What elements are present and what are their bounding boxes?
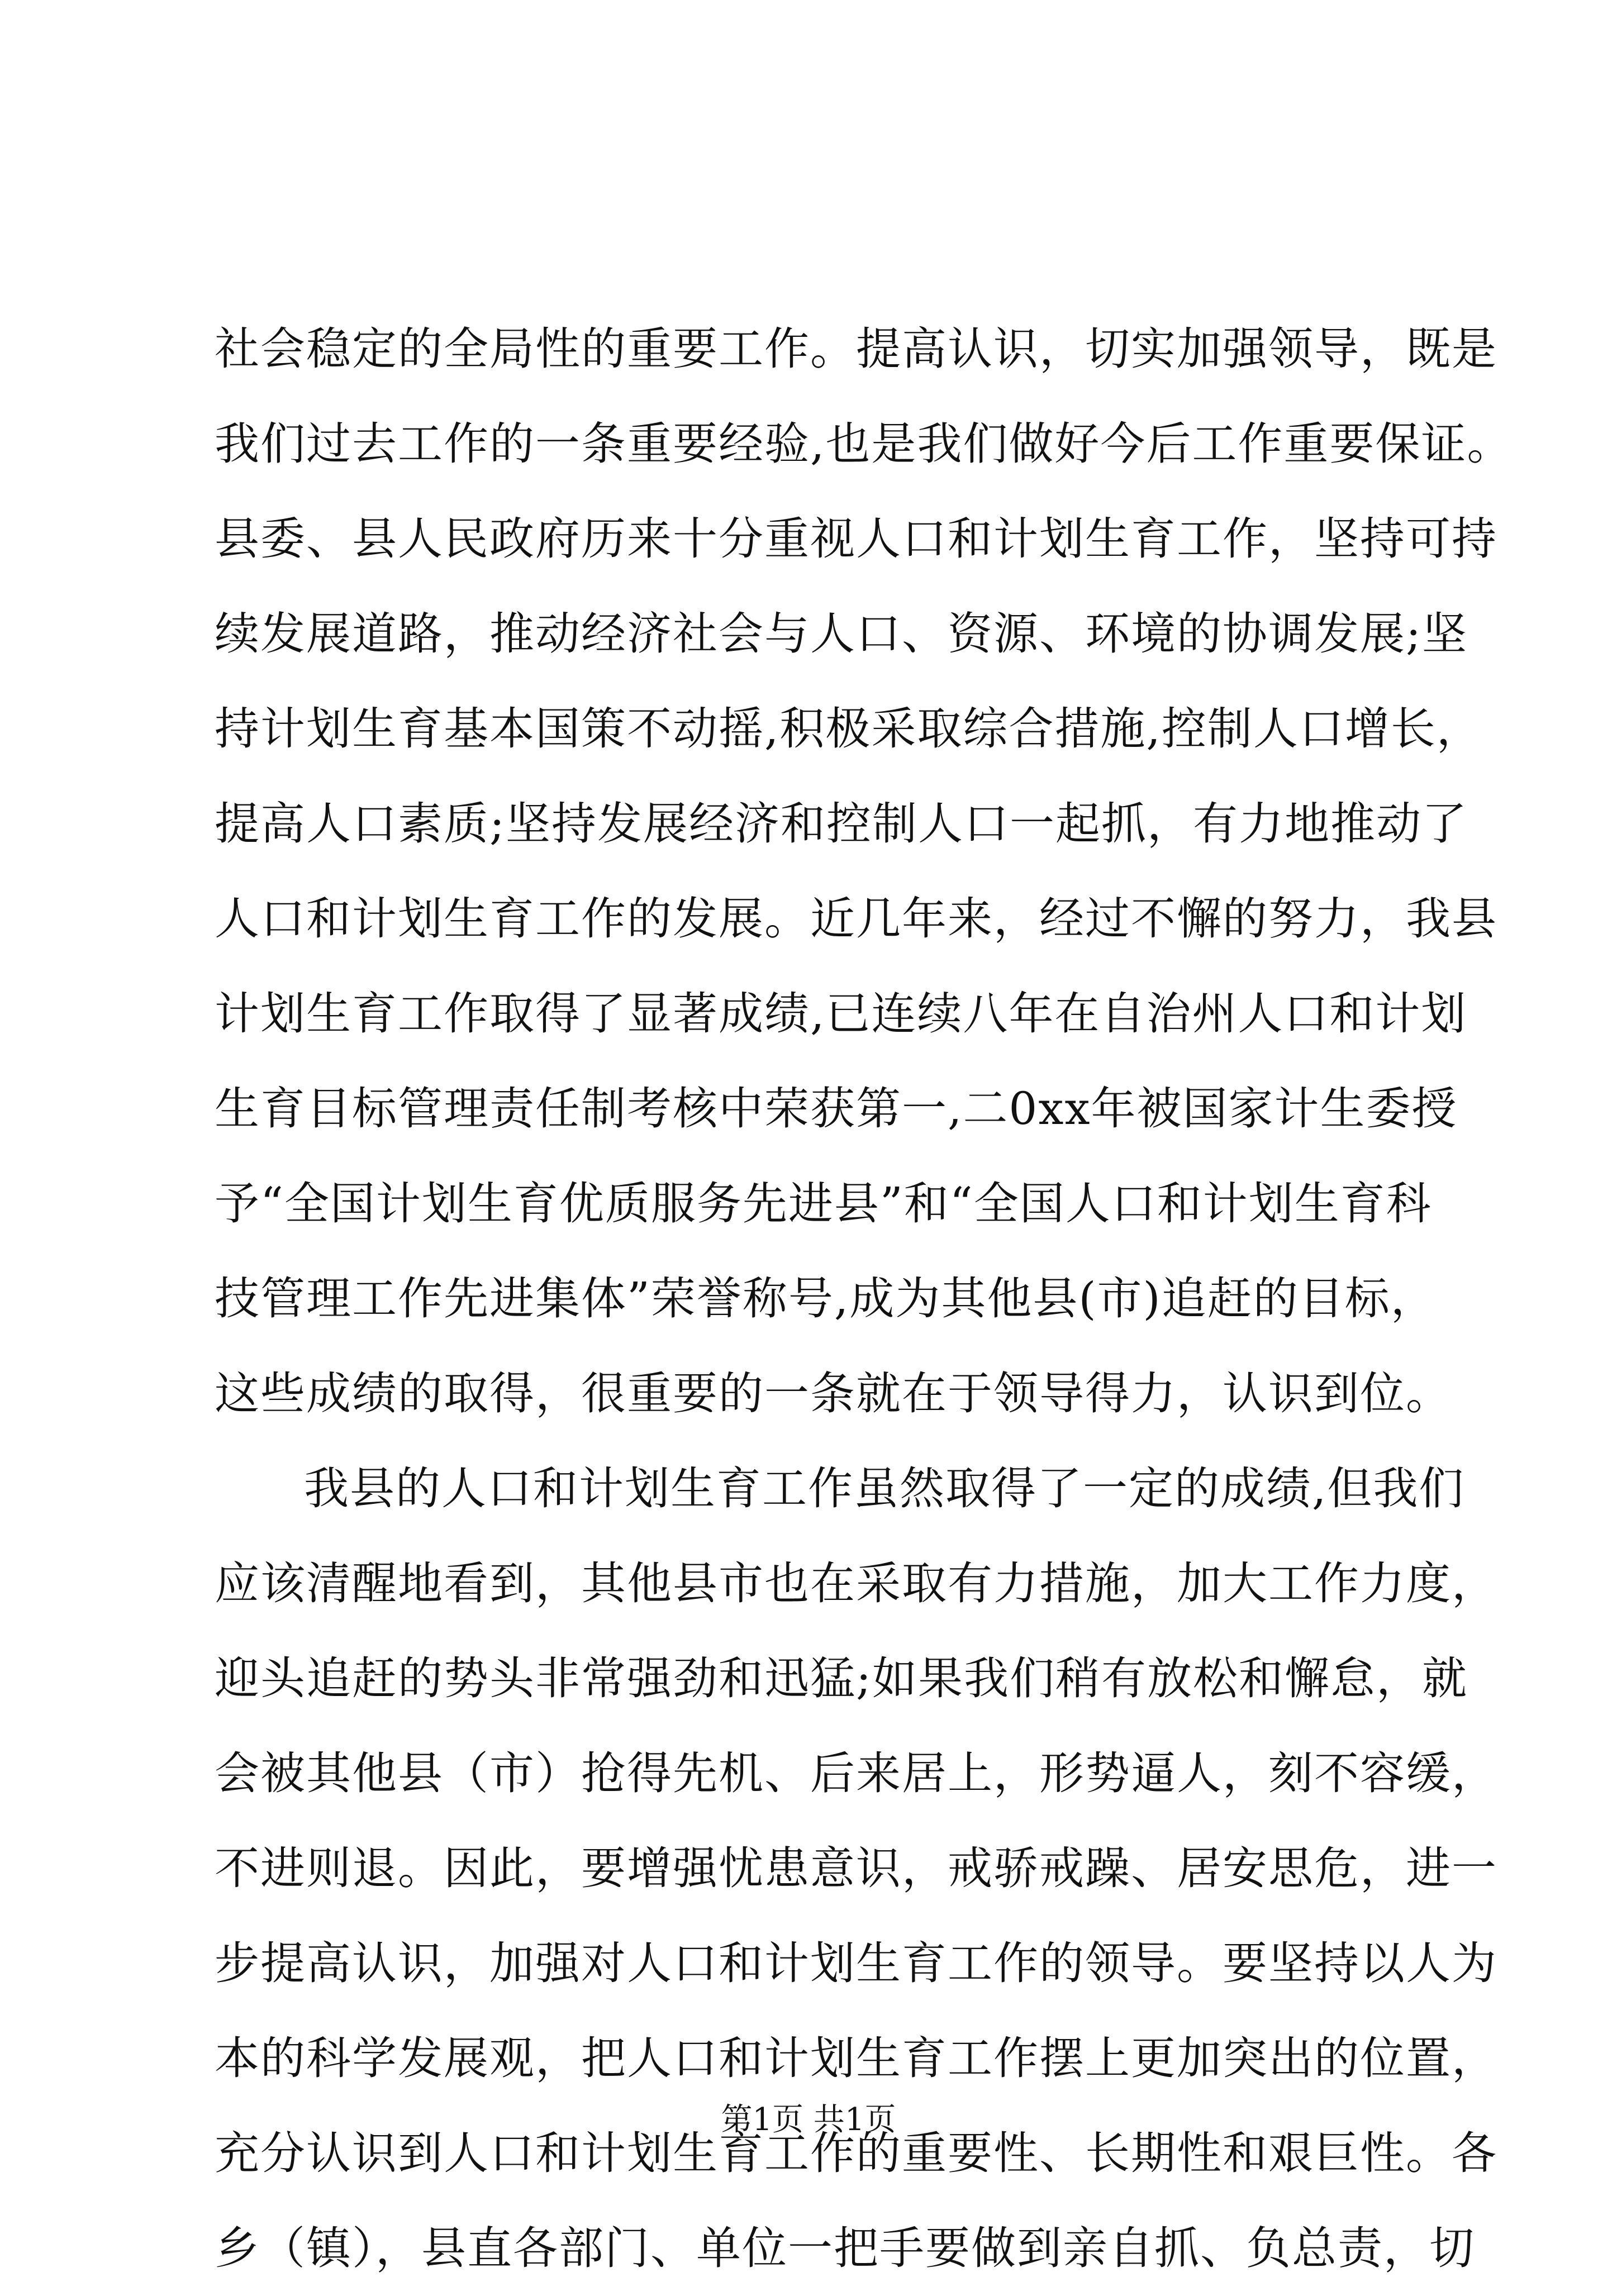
- text-line: 提高人口素质;坚持发展经济和控制人口一起抓，有力地推动了: [215, 798, 1468, 850]
- text-line: 这些成绩的取得，很重要的一条就在于领导得力，认识到位。: [215, 1368, 1452, 1419]
- paragraph-start-line: 我县的人口和计划生育工作虽然取得了一定的成绩,但我们: [304, 1463, 1465, 1514]
- text-line: 人口和计划生育工作的发展。近几年来，经过不懈的努力，我县: [215, 893, 1497, 945]
- body-text: [215, 302, 1513, 2296]
- text-line: 乡（镇），县直各部门、单位一把手要做到亲自抓、负总责，切: [215, 2222, 1475, 2274]
- text-line: 社会稳定的全局性的重要工作。提高认识，切实加强领导，既是: [215, 323, 1497, 375]
- text-line: 本的科学发展观，把人口和计划生育工作摆上更加突出的位置，: [215, 2032, 1497, 2084]
- text-line: 步提高认识，加强对人口和计划生育工作的领导。要坚持以人为: [215, 1937, 1497, 1989]
- text-line: 县委、县人民政府历来十分重视人口和计划生育工作，坚持可持: [215, 513, 1497, 565]
- text-line: 不进则退。因此，要增强忧患意识，戒骄戒躁、居安思危，进一: [215, 1842, 1497, 1894]
- text-line: 迎头追赶的势头非常强劲和迅猛;如果我们稍有放松和懈怠，就: [215, 1652, 1468, 1704]
- text-line: 续发展道路，推动经济社会与人口、资源、环境的协调发展;坚: [215, 608, 1468, 660]
- page-footer: [0, 2100, 1617, 2140]
- text-line: 应该清醒地看到，其他县市也在采取有力措施，加大工作力度，: [215, 1557, 1497, 1609]
- text-line: 予“全国计划生育优质服务先进县”和“全国人口和计划生育科: [215, 1178, 1432, 1230]
- text-line: 持计划生育基本国策不动摇,积极采取综合措施,控制人口增长，: [215, 703, 1482, 755]
- text-line: 会被其他县（市）抢得先机、后来居上，形势逼人，刻不容缓，: [215, 1747, 1497, 1799]
- text-line: 计划生育工作取得了显著成绩,已连续八年在自治州人口和计划: [215, 988, 1467, 1040]
- text-line: 生育目标管理责任制考核中荣获第一,二0xx年被国家计生委授: [215, 1083, 1458, 1135]
- text-line: 充分认识到人口和计划生育工作的重要性、长期性和艰巨性。各: [215, 2127, 1497, 2179]
- text-line: 技管理工作先进集体”荣誉称号,成为其他县(市)追赶的目标，: [215, 1273, 1437, 1325]
- page-number-label: 第1页 共1页: [721, 2102, 896, 2138]
- text-line: 我们过去工作的一条重要经验,也是我们做好今后工作重要保证。: [215, 418, 1513, 470]
